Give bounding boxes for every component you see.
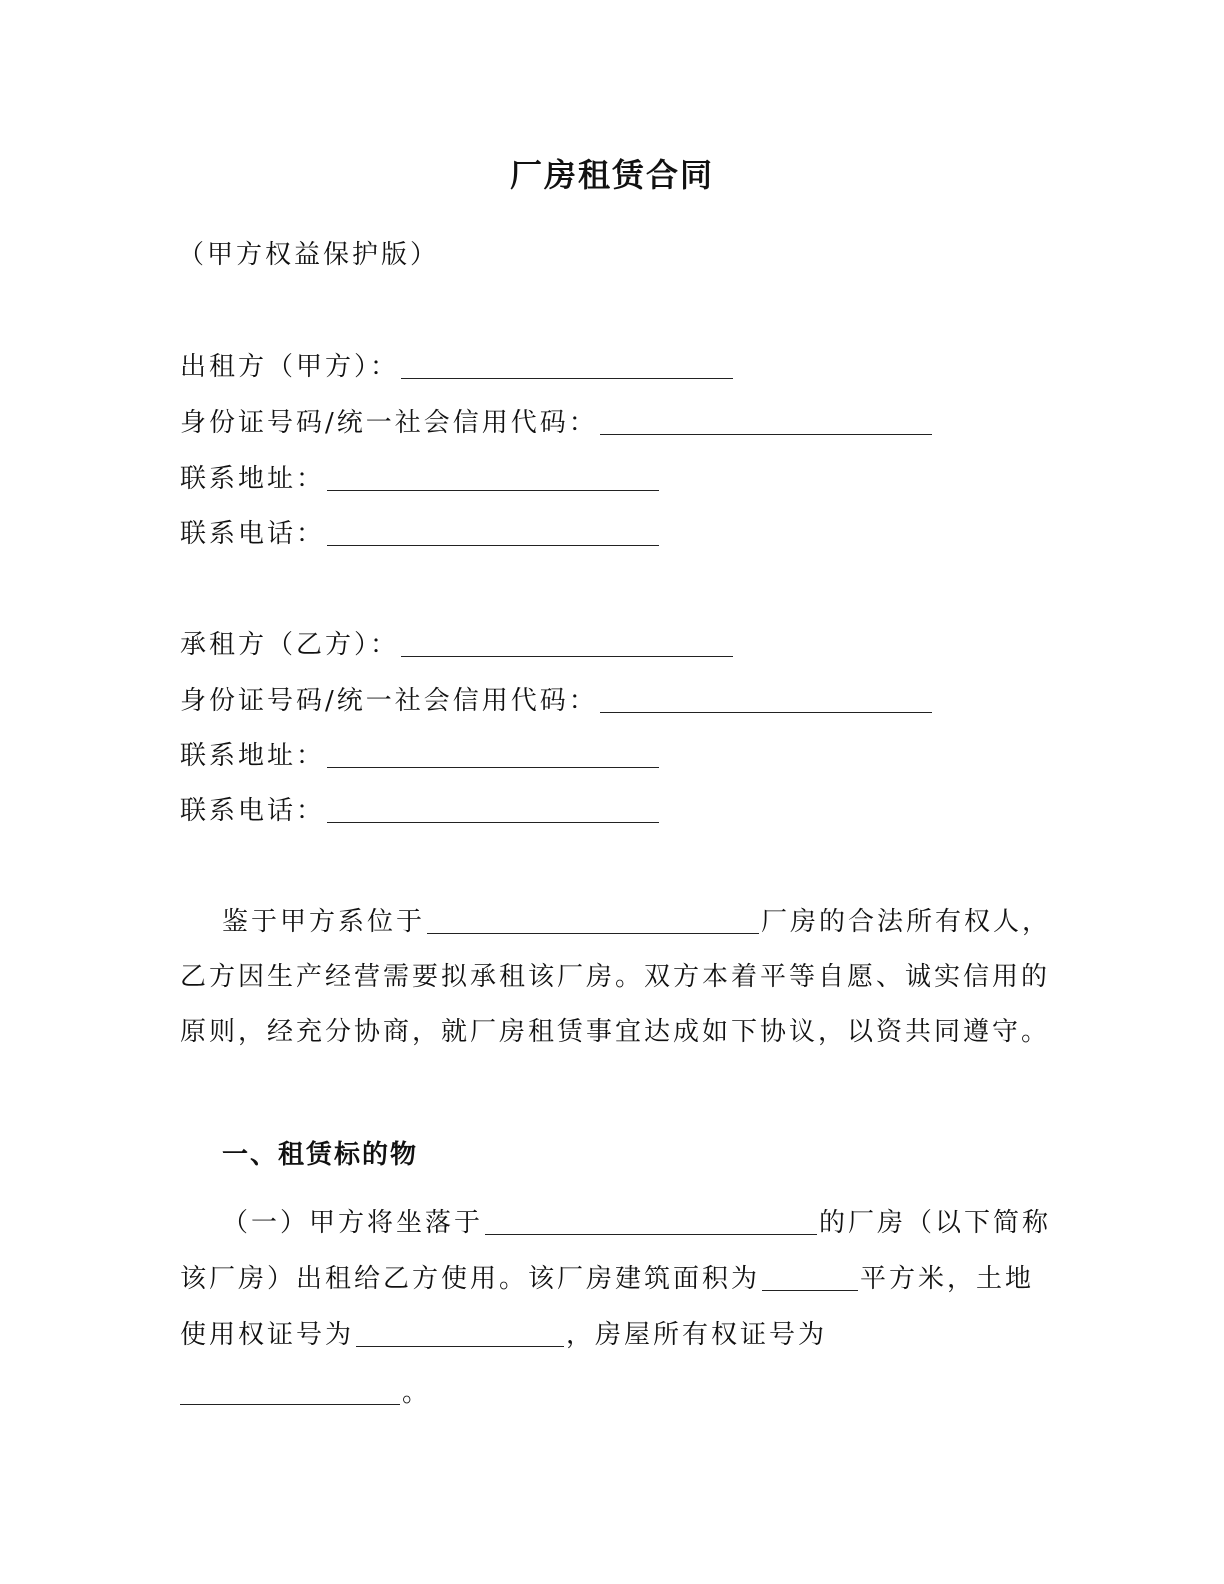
premises-address-blank[interactable]: [485, 1208, 817, 1235]
party-b-address-blank[interactable]: [327, 741, 659, 768]
floor-area-blank[interactable]: [762, 1264, 858, 1291]
document-subtitle: （甲方权益保护版）: [178, 240, 440, 270]
party-a-address-blank[interactable]: [327, 464, 659, 491]
party-b-phone-row: [180, 794, 661, 828]
party-a-name-label: 出租方（甲方）：: [180, 352, 400, 382]
party-b-phone-label: 联系电话：: [180, 796, 326, 826]
party-a-name-row: [180, 350, 735, 384]
party-b-name-blank[interactable]: [401, 630, 733, 657]
party-b-name-row: [180, 628, 735, 662]
land-certificate-blank[interactable]: [356, 1320, 564, 1347]
clause-1-line-3-before: 使用权证号为: [180, 1320, 355, 1350]
clause-1-line-2: [180, 1262, 1034, 1296]
clause-1-line-2-before: 该厂房）出租给乙方使用。该厂房建筑面积为: [180, 1264, 761, 1294]
document-title: 厂房租赁合同: [509, 156, 714, 194]
preamble-line-1-after: 厂房的合法所有权人，: [761, 907, 1052, 937]
party-b-address-label: 联系地址：: [180, 741, 326, 771]
party-b-id-label: 身份证号码/统一社会信用代码：: [180, 686, 598, 716]
party-a-phone-label: 联系电话：: [180, 519, 326, 549]
party-a-id-label: 身份证号码/统一社会信用代码：: [180, 408, 598, 438]
clause-1-line-3-after: ，房屋所有权证号为: [566, 1320, 828, 1350]
party-b-id-row: [180, 684, 934, 718]
property-certificate-blank[interactable]: [180, 1378, 400, 1405]
clause-1-line-4-after: 。: [402, 1378, 432, 1408]
preamble-line-2: 乙方因生产经营需要拟承租该厂房。双方本着平等自愿、诚实信用的: [180, 962, 1051, 992]
preamble-line-3: 原则，经充分协商，就厂房租赁事宜达成如下协议，以资共同遵守。: [180, 1017, 1051, 1047]
clause-1-line-1-before: （一）甲方将坐落于: [222, 1208, 484, 1238]
clause-1-line-1: [222, 1206, 1051, 1240]
party-a-address-row: [180, 462, 661, 496]
party-a-phone-blank[interactable]: [327, 519, 659, 546]
party-b-address-row: [180, 739, 661, 773]
party-b-name-label: 承租方（乙方）：: [180, 630, 400, 660]
party-a-address-label: 联系地址：: [180, 464, 326, 494]
section-1-heading: 一、租赁标的物: [222, 1140, 419, 1170]
party-a-id-row: [180, 406, 934, 440]
party-a-phone-row: [180, 517, 661, 551]
party-a-name-blank[interactable]: [401, 352, 733, 379]
party-b-phone-blank[interactable]: [327, 796, 659, 823]
party-b-id-blank[interactable]: [600, 686, 932, 713]
preamble-line-1: [222, 905, 1051, 939]
clause-1-line-4: [180, 1376, 431, 1410]
party-a-id-blank[interactable]: [600, 408, 932, 435]
clause-1-line-2-after: 平方米，土地: [860, 1264, 1035, 1294]
clause-1-line-3: [180, 1318, 827, 1352]
preamble-line-1-before: 鉴于甲方系位于: [222, 907, 426, 937]
clause-1-line-1-after: 的厂房（以下简称: [819, 1208, 1052, 1238]
factory-location-blank[interactable]: [427, 907, 759, 934]
